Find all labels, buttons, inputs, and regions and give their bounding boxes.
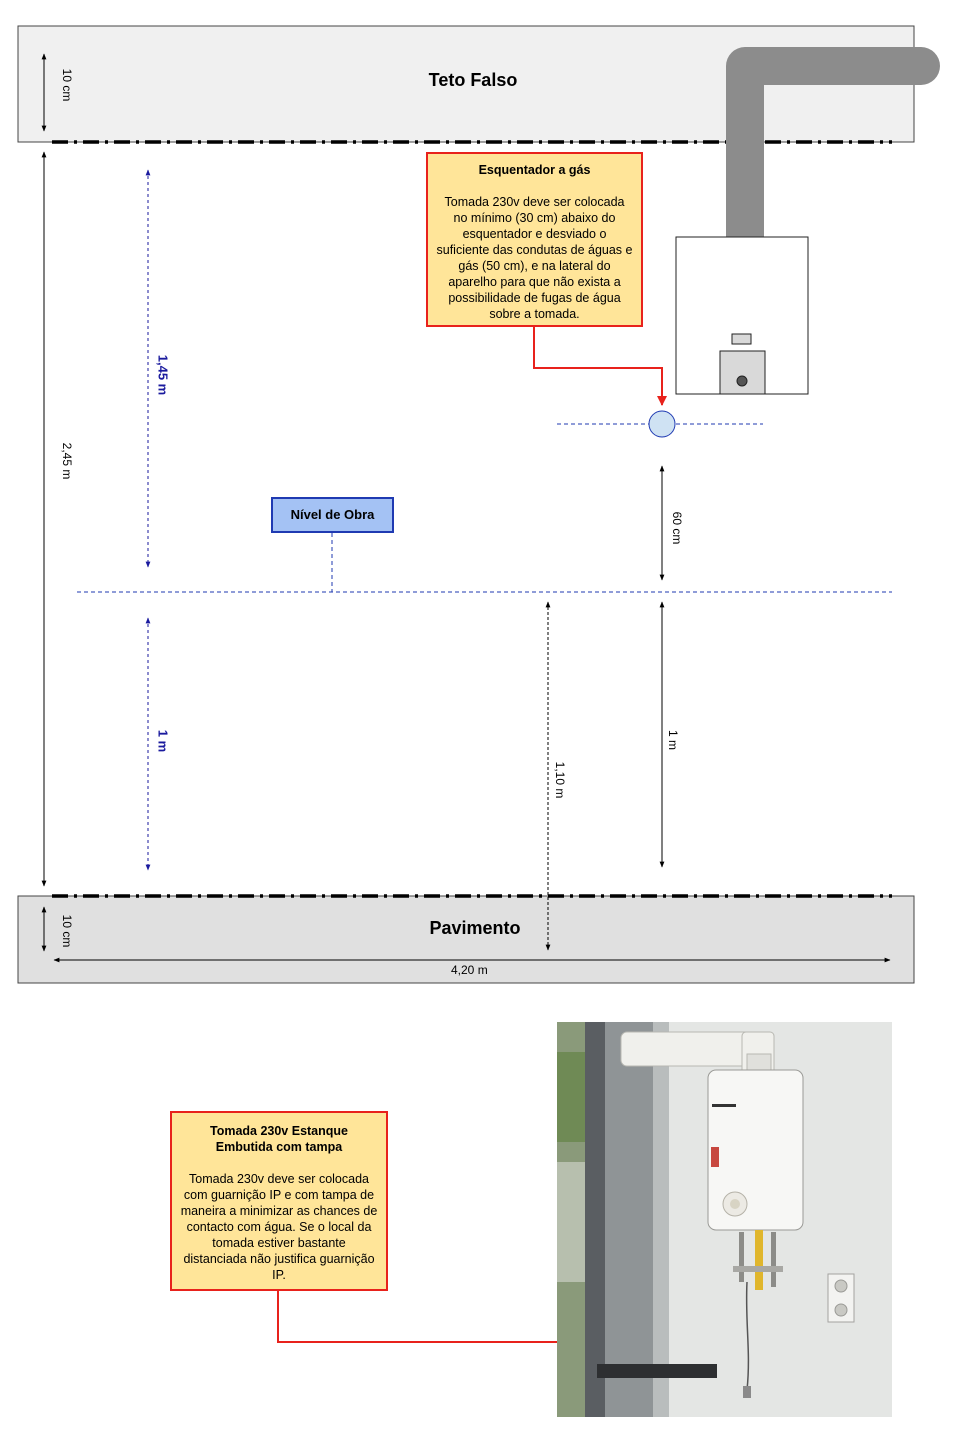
heater-note-body: Tomada 230v deve ser colocada no mínimo (30 cm) abaixo do esquentador e desviado o suficiente das condutas de águas e gás (50 cm), e na lateral do aparelho para que não exista a possibilidade de fugas de água sobre a tomada. — [436, 195, 633, 321]
socket-marker — [649, 411, 675, 437]
heater-note-title: Esquentador a gás — [478, 163, 591, 177]
total-height-label: 2,45 m — [60, 442, 74, 480]
heater-note-connector — [534, 326, 662, 405]
ceiling-title: Teto Falso — [428, 70, 518, 90]
floor-width-label: 4,20 m — [451, 963, 488, 977]
floor-title: Pavimento — [429, 918, 521, 938]
ceiling-thickness-label: 10 cm — [60, 68, 74, 102]
ruler-height-label: 1,10 m — [553, 761, 567, 799]
socket-note — [170, 1111, 388, 1291]
photo-illustration — [557, 1022, 892, 1417]
heater-knob — [737, 376, 747, 386]
installation-photo — [557, 1022, 892, 1417]
socket-note-body: Tomada 230v deve ser colocada com guarnição IP e com tampa de maneira a minimizar as chances de contacto com água. Se o local da tomada estiver bastante distanciada não justifica guarnição IP. — [180, 1172, 378, 1282]
level-to-floor-right-label: 1 m — [666, 729, 680, 751]
socket-height-label: 60 cm — [670, 511, 684, 545]
building-level-label: Nível de Obra — [271, 497, 394, 533]
heater-note — [426, 152, 643, 327]
heater-display — [732, 334, 751, 344]
heater-panel — [720, 351, 765, 394]
floor-thickness-label: 10 cm — [60, 914, 74, 948]
socket-note-title: Tomada 230v Estanque Embutida com tampa — [209, 1124, 348, 1154]
level-to-floor-label: 1 m — [155, 729, 171, 753]
ceiling-to-level-label: 1,45 m — [155, 354, 171, 396]
